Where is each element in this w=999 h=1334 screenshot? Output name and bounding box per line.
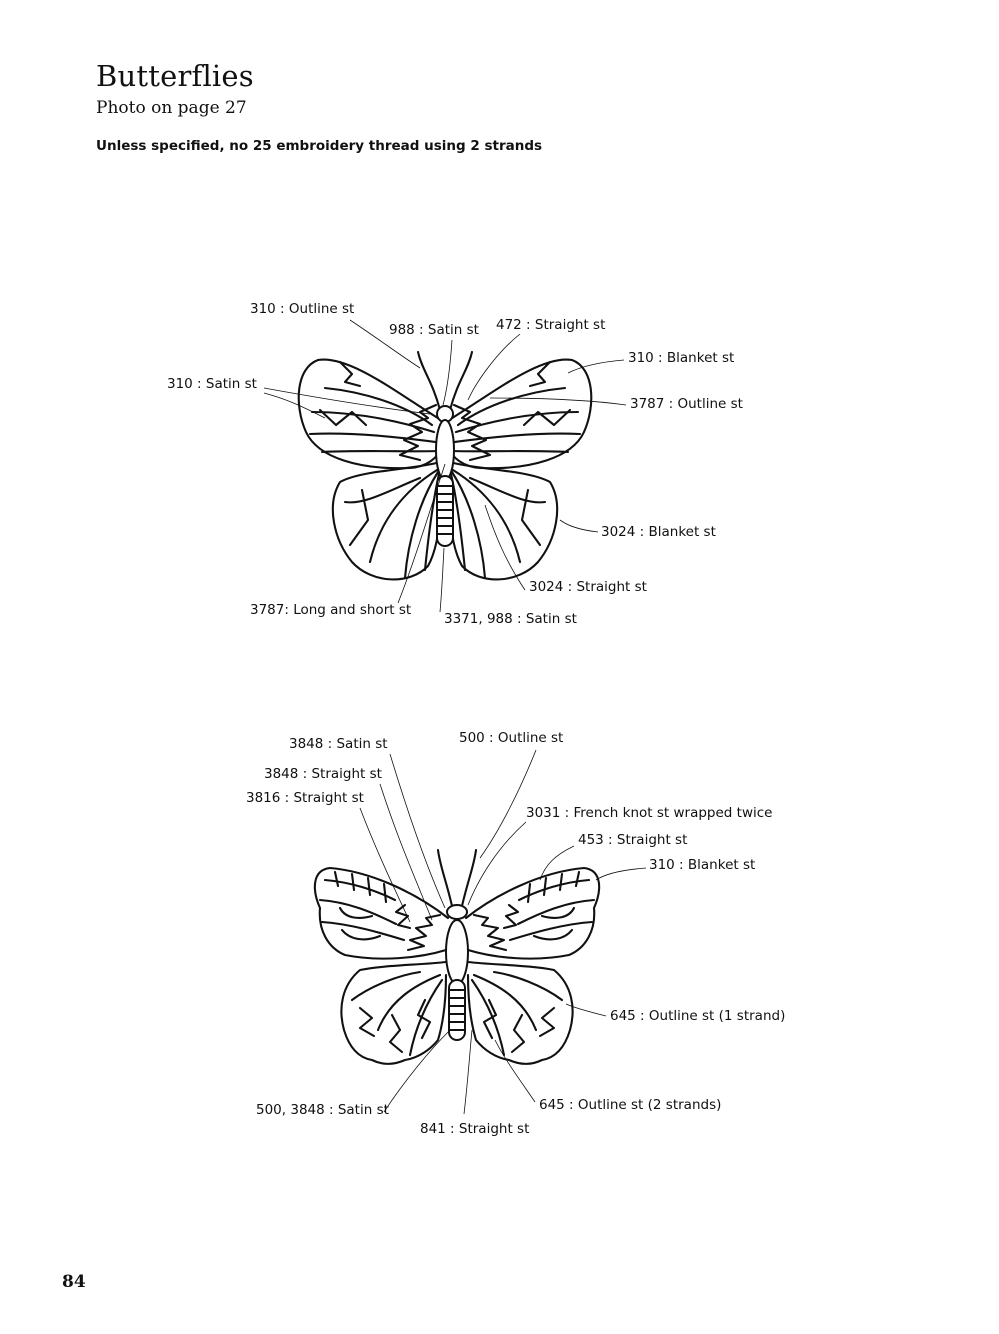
label-3816-straight-st: 3816 : Straight st bbox=[246, 790, 364, 806]
page-number: 84 bbox=[62, 1272, 86, 1292]
label-645-outline-st-1-strand: 645 : Outline st (1 strand) bbox=[610, 1008, 786, 1024]
label-3371-988-satin-st: 3371, 988 : Satin st bbox=[444, 611, 577, 627]
label-3031-french-knot-st: 3031 : French knot st wrapped twice bbox=[526, 805, 773, 821]
label-988-satin-st: 988 : Satin st bbox=[389, 322, 479, 338]
label-841-straight-st: 841 : Straight st bbox=[420, 1121, 530, 1137]
label-453-straight-st: 453 : Straight st bbox=[578, 832, 688, 848]
label-472-straight-st: 472 : Straight st bbox=[496, 317, 606, 333]
thread-note: Unless specified, no 25 embroidery thread using 2 strands bbox=[96, 138, 543, 154]
label-3787-outline-st: 3787 : Outline st bbox=[630, 396, 743, 412]
label-310-outline-st: 310 : Outline st bbox=[250, 301, 355, 317]
label-3787-long-and-short-st: 3787: Long and short st bbox=[250, 602, 412, 618]
label-3848-satin-st: 3848 : Satin st bbox=[289, 736, 388, 752]
label-500-outline-st: 500 : Outline st bbox=[459, 730, 564, 746]
label-3024-straight-st: 3024 : Straight st bbox=[529, 579, 647, 595]
label-310-blanket-st-2: 310 : Blanket st bbox=[649, 857, 756, 873]
label-3848-straight-st: 3848 : Straight st bbox=[264, 766, 382, 782]
label-500-3848-satin-st: 500, 3848 : Satin st bbox=[256, 1102, 389, 1118]
label-310-satin-st: 310 : Satin st bbox=[167, 376, 257, 392]
butterfly-1-illustration bbox=[299, 352, 592, 579]
page-title: Butterflies bbox=[96, 59, 254, 93]
photo-reference: Photo on page 27 bbox=[96, 98, 247, 118]
label-310-blanket-st: 310 : Blanket st bbox=[628, 350, 735, 366]
label-3024-blanket-st: 3024 : Blanket st bbox=[601, 524, 716, 540]
label-645-outline-st-2-strands: 645 : Outline st (2 strands) bbox=[539, 1097, 722, 1113]
butterfly-2-illustration bbox=[315, 850, 599, 1064]
